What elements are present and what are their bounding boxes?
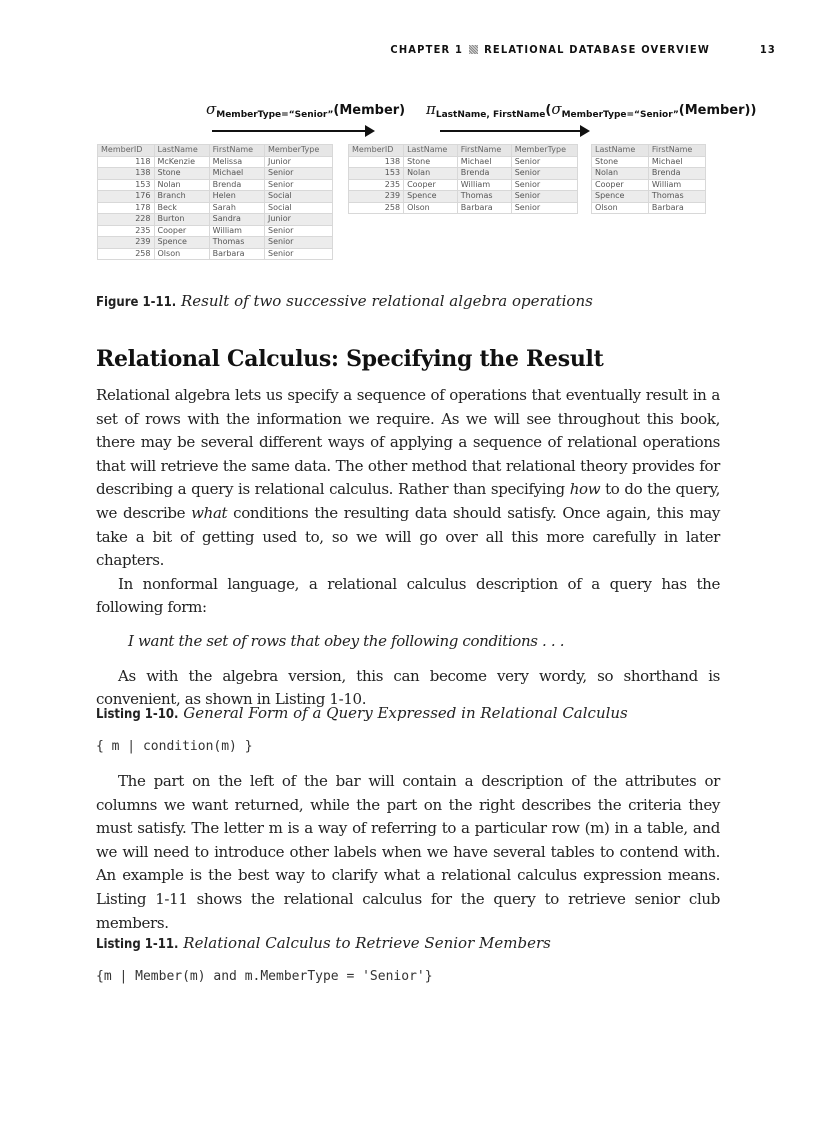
- separator-icon: [469, 45, 478, 54]
- table-cell: Sandra: [209, 214, 264, 226]
- selection-operator-label: [206, 100, 405, 120]
- table-cell: Thomas: [209, 237, 264, 249]
- table-cell: Burton: [154, 214, 209, 226]
- inner-sigma-symbol: σ: [551, 100, 562, 118]
- column-header: LastName: [592, 145, 649, 157]
- table-cell: William: [648, 179, 705, 191]
- paragraph-1-part-c: conditions the resulting data should satisfy. Once again, this may take a bit of getting used to, so we will go over all this more carefully in later chapters.: [96, 503, 721, 570]
- emphasis-what: what: [191, 503, 228, 522]
- paragraph-1-part-b: to do the query, we describe: [96, 480, 720, 522]
- column-header: MemberID: [349, 145, 404, 157]
- chapter-number: CHAPTER 1: [390, 43, 464, 56]
- senior-members-table: [348, 144, 578, 214]
- table-cell: Senior: [511, 156, 577, 168]
- table-cell: Cooper: [404, 179, 458, 191]
- table-row: [98, 248, 333, 260]
- table-cell: Cooper: [592, 179, 649, 191]
- table-cell: Sarah: [209, 202, 264, 214]
- table-cell: Spence: [404, 191, 458, 203]
- table-cell: William: [457, 179, 511, 191]
- table-cell: Cooper: [154, 225, 209, 237]
- table-cell: William: [209, 225, 264, 237]
- arrow-2: [440, 130, 582, 132]
- table-cell: Olson: [404, 202, 458, 214]
- table-row: [592, 179, 706, 191]
- selection-argument: (Member): [333, 103, 406, 118]
- table-cell: 239: [349, 191, 404, 203]
- figure-caption-text: Result of two successive relational algebra operations: [180, 292, 593, 310]
- table-cell: 153: [98, 179, 155, 191]
- table-row: [98, 225, 333, 237]
- table-cell: Barbara: [457, 202, 511, 214]
- table-cell: Nolan: [592, 168, 649, 180]
- listing-11-title: Relational Calculus to Retrieve Senior Members: [183, 934, 551, 952]
- table-cell: 138: [349, 156, 404, 168]
- listing-11-code: {m | Member(m) and m.MemberType = 'Senior'}: [96, 969, 433, 984]
- projection-argument: (Member)): [678, 103, 757, 118]
- table-cell: Melissa: [209, 156, 264, 168]
- sigma-symbol: σ: [206, 100, 217, 118]
- table-cell: Barbara: [648, 202, 705, 214]
- table-cell: 235: [349, 179, 404, 191]
- table-cell: 138: [98, 168, 155, 180]
- table-row: [349, 168, 578, 180]
- section-heading: Relational Calculus: Specifying the Result: [96, 346, 604, 372]
- emphasis-how: how: [569, 480, 601, 499]
- table-row: [98, 237, 333, 249]
- table-cell: Senior: [511, 168, 577, 180]
- table-cell: Senior: [264, 179, 332, 191]
- table-cell: Brenda: [209, 179, 264, 191]
- table-cell: Senior: [511, 191, 577, 203]
- table-cell: Spence: [592, 191, 649, 203]
- table-cell: Olson: [592, 202, 649, 214]
- table-row: [592, 202, 706, 214]
- table-cell: 118: [98, 156, 155, 168]
- chapter-name: RELATIONAL DATABASE OVERVIEW: [484, 43, 710, 56]
- listing-10-caption: [96, 704, 628, 722]
- table-row: [98, 168, 333, 180]
- table-cell: Senior: [264, 237, 332, 249]
- table-cell: Stone: [154, 168, 209, 180]
- page-number: 13: [759, 43, 776, 56]
- listing-10-code: { m | condition(m) }: [96, 739, 253, 754]
- column-header: LastName: [154, 145, 209, 157]
- table-row: [592, 191, 706, 203]
- table-cell: 176: [98, 191, 155, 203]
- table-row: [349, 191, 578, 203]
- column-header: FirstName: [209, 145, 264, 157]
- table-cell: Social: [264, 191, 332, 203]
- column-header: MemberType: [511, 145, 577, 157]
- column-header: MemberType: [264, 145, 332, 157]
- table-cell: Junior: [264, 214, 332, 226]
- table-cell: Senior: [511, 202, 577, 214]
- table-header-row: [592, 145, 706, 157]
- table-cell: 153: [349, 168, 404, 180]
- table-cell: Senior: [264, 248, 332, 260]
- table-cell: 235: [98, 225, 155, 237]
- table-cell: Branch: [154, 191, 209, 203]
- table-row: [98, 179, 333, 191]
- table-row: [592, 168, 706, 180]
- table-cell: Nolan: [404, 168, 458, 180]
- inner-selection-condition: MemberType=“Senior”: [561, 110, 679, 120]
- table-cell: Nolan: [154, 179, 209, 191]
- table-row: [98, 191, 333, 203]
- table-cell: Beck: [154, 202, 209, 214]
- table-row: [98, 214, 333, 226]
- projection-operator-label: [426, 100, 756, 120]
- table-cell: Stone: [592, 156, 649, 168]
- column-header: FirstName: [648, 145, 705, 157]
- table-cell: Spence: [154, 237, 209, 249]
- open-paren: (: [545, 103, 552, 118]
- table-cell: Michael: [457, 156, 511, 168]
- table-cell: Stone: [404, 156, 458, 168]
- table-cell: Senior: [264, 168, 332, 180]
- selection-condition: MemberType=“Senior”: [216, 110, 334, 120]
- table-cell: 178: [98, 202, 155, 214]
- running-header: [0, 43, 776, 59]
- listing-10-label: Listing 1-10.: [96, 707, 179, 722]
- table-cell: McKenzie: [154, 156, 209, 168]
- table-cell: Junior: [264, 156, 332, 168]
- table-header-row: [98, 145, 333, 157]
- table-cell: Social: [264, 202, 332, 214]
- paragraph-1-part-a: Relational algebra lets us specify a sequence of operations that eventually result in a set of rows with the information we require. As we will see throughout this book, there may be several different ways of applying a sequence of relational operations that will retrieve the same data. The other method that relational theory provides for describing a query is relational calculus. Rather than specifying: [96, 386, 720, 499]
- paragraph-3: As with the algebra version, this can become very wordy, so shorthand is convenient, as shown in Listing 1-10.: [96, 666, 720, 709]
- table-cell: Senior: [264, 225, 332, 237]
- figure-label: Figure 1-11.: [96, 295, 177, 310]
- arrow-1: [212, 130, 367, 132]
- member-table: [97, 144, 333, 260]
- table-cell: 239: [98, 237, 155, 249]
- table-row: [349, 156, 578, 168]
- paragraph-4: The part on the left of the bar will contain a description of the attributes or columns we want returned, while the part on the right describes the criteria they must satisfy. The letter m is a way of referring to a particular row (m) in a table, and we will need to introduce other labels when we have several tables to contend with. An example is the best way to clarify what a relational calculus expression means. Listing 1-11 shows the relational calculus for the query to retrieve senior club members.: [96, 772, 720, 932]
- listing-10-title: General Form of a Query Expressed in Relational Calculus: [183, 704, 628, 722]
- projected-names-table: [591, 144, 706, 214]
- table-cell: Senior: [511, 179, 577, 191]
- table-row: [98, 202, 333, 214]
- column-header: FirstName: [457, 145, 511, 157]
- body-paragraphs-2: [96, 770, 720, 935]
- column-header: MemberID: [98, 145, 155, 157]
- projection-attributes: LastName, FirstName: [435, 110, 546, 120]
- table-row: [592, 156, 706, 168]
- paragraph-2: In nonformal language, a relational calculus description of a query has the following form:: [96, 574, 720, 617]
- table-cell: Helen: [209, 191, 264, 203]
- table-cell: Brenda: [457, 168, 511, 180]
- table-cell: Thomas: [648, 191, 705, 203]
- table-cell: 258: [349, 202, 404, 214]
- table-cell: Thomas: [457, 191, 511, 203]
- listing-11-label: Listing 1-11.: [96, 937, 179, 952]
- figure-caption: [96, 292, 593, 310]
- paragraph-1: [96, 384, 720, 573]
- table-cell: Michael: [648, 156, 705, 168]
- table-cell: Michael: [209, 168, 264, 180]
- table-row: [349, 179, 578, 191]
- table-cell: Brenda: [648, 168, 705, 180]
- quote-text: I want the set of rows that obey the following conditions . . .: [128, 631, 565, 650]
- table-cell: Olson: [154, 248, 209, 260]
- table-header-row: [349, 145, 578, 157]
- table-cell: 258: [98, 248, 155, 260]
- table-cell: Barbara: [209, 248, 264, 260]
- body-paragraphs-1: [96, 384, 720, 712]
- listing-11-caption: [96, 934, 551, 952]
- pi-symbol: π: [426, 100, 436, 118]
- table-row: [98, 156, 333, 168]
- table-cell: 228: [98, 214, 155, 226]
- chapter-title: [390, 43, 710, 56]
- column-header: LastName: [404, 145, 458, 157]
- table-row: [349, 202, 578, 214]
